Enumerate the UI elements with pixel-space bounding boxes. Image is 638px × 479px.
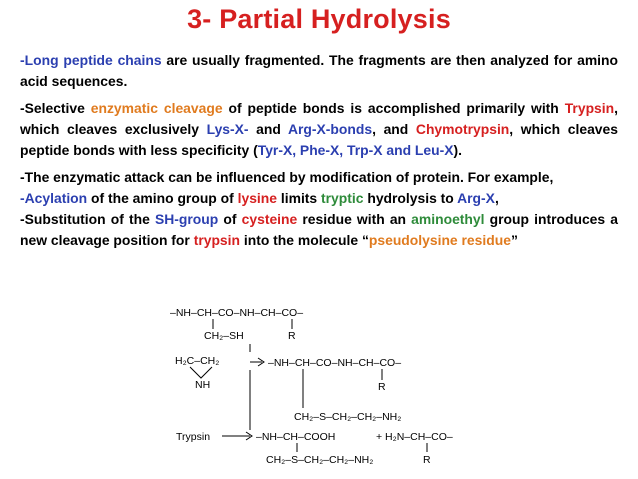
side-chain-ch2-sh: CH₂–SH <box>204 330 244 342</box>
side-chain-aminoethyl-cys: CH₂–S–CH₂–CH₂–NH₂ <box>294 411 402 423</box>
text-span: hydrolysis to <box>363 190 458 206</box>
term-acylation: -Acylation <box>20 190 88 206</box>
slide-title: 3- Partial Hydrolysis <box>187 4 451 34</box>
term-tryptic: tryptic <box>321 190 364 206</box>
peptide-chain-cysteine: –NH–CH–CO–NH–CH–CO– <box>170 307 304 319</box>
paragraph-fragmentation <box>20 50 618 92</box>
reaction-diagram <box>0 290 638 479</box>
text-span: , which cleaves exclusively <box>20 100 618 137</box>
text-span: into the molecule “ <box>240 232 369 248</box>
term-pseudolysine-residue: pseudolysine residue <box>368 232 511 248</box>
text-span: limits <box>277 190 322 206</box>
term-trypsin-2: trypsin <box>193 232 240 248</box>
text-span: , which cleaves peptide bonds with less specificity ( <box>20 121 618 158</box>
side-chain-r: R <box>288 330 296 342</box>
term-arg-x-bonds: Arg-X-bonds <box>287 121 373 137</box>
term-lys-x: Lys-X- <box>206 121 249 137</box>
text-span: of peptide bonds is accomplished primarily with <box>222 100 565 116</box>
term-chymotrypsin-sites: Tyr-X, Phe-X, Trp-X and Leu-X <box>257 142 454 158</box>
enzyme-label: Trypsin <box>176 431 211 443</box>
term-aminoethyl: aminoethyl <box>411 211 485 227</box>
term-trypsin: Trypsin <box>564 100 615 116</box>
side-chain-r-2: R <box>378 381 386 393</box>
text-span: are usually fragmented. The fragments are then analyzed for amino acid sequences. <box>20 52 618 89</box>
aziridine-nh: NH <box>195 379 211 391</box>
term-chymotrypsin: Chymotrypsin <box>415 121 510 137</box>
term-lysine: lysine <box>237 190 278 206</box>
product-side-chain: CH₂–S–CH₂–CH₂–NH₂ <box>266 454 374 466</box>
text-span: -Substitution of the <box>20 211 155 227</box>
text-span: ). <box>453 142 463 158</box>
text-span: -Selective <box>20 100 91 116</box>
paragraph-modification <box>20 167 618 251</box>
term-long-peptide-chains: -Long peptide chains <box>20 52 162 68</box>
product-n-terminal: + H₂N–CH–CO– <box>376 431 453 443</box>
aziridine-top: H₂C–CH₂ <box>175 355 220 367</box>
text-span: of <box>218 211 242 227</box>
paragraph-enzymatic-cleavage <box>20 98 618 161</box>
text-span: ” <box>510 232 518 248</box>
aziridine-ring-bonds <box>190 367 212 378</box>
product-side-chain-r: R <box>423 454 431 466</box>
slide-body <box>20 50 618 257</box>
text-span: of the amino group of <box>87 190 238 206</box>
term-cysteine: cysteine <box>241 211 298 227</box>
term-enzymatic-cleavage: enzymatic cleavage <box>90 100 223 116</box>
text-span: group introduces a new cleavage position for <box>20 211 618 248</box>
text-span: , <box>494 190 499 206</box>
product-c-terminal: –NH–CH–COOH <box>256 431 336 443</box>
term-sh-group: SH-group <box>154 211 219 227</box>
text-span: , and <box>372 121 416 137</box>
text-span: -The enzymatic attack can be influenced by modification of protein. For example, <box>20 169 554 185</box>
peptide-chain-modified: –NH–CH–CO–NH–CH–CO– <box>268 357 402 369</box>
text-span: and <box>248 121 288 137</box>
term-arg-x: Arg-X <box>457 190 495 206</box>
text-span: residue with an <box>297 211 412 227</box>
